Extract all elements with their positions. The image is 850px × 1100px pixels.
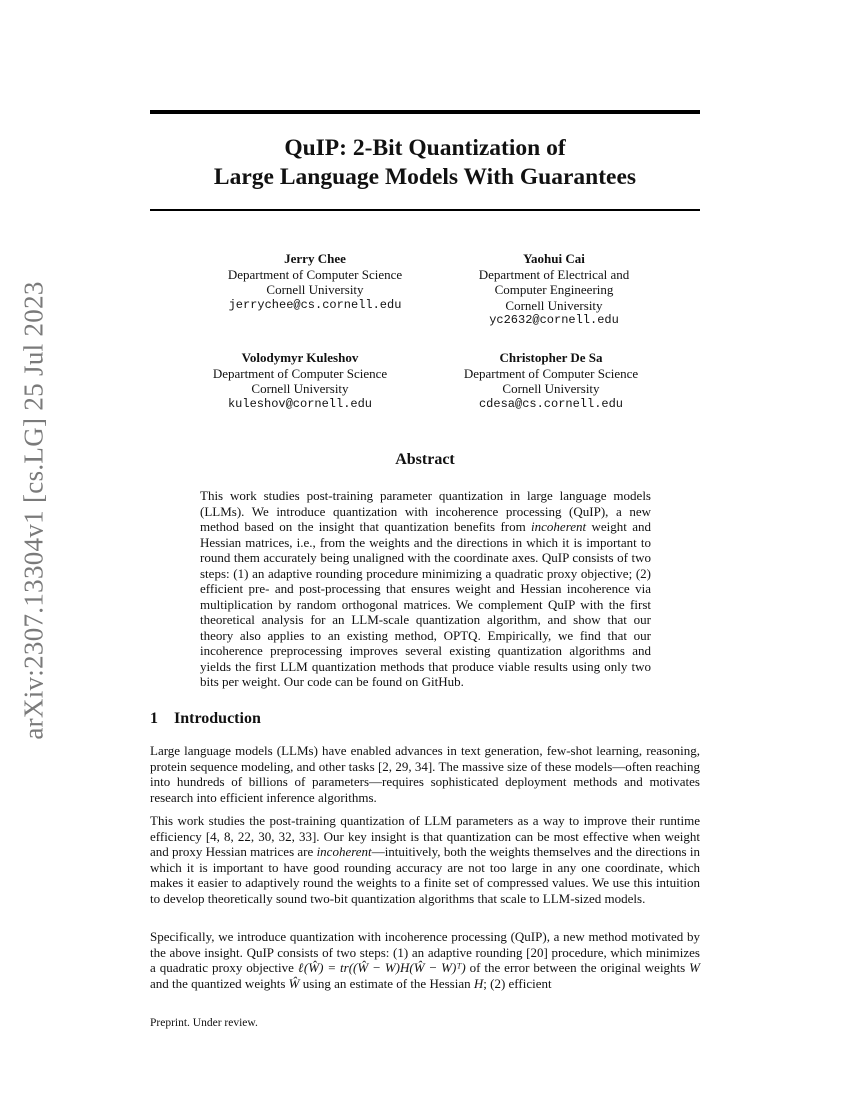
title-line-1: QuIP: 2-Bit Quantization of [284,135,566,161]
author-name: Jerry Chee [284,251,346,266]
author-affiliation: Department of Computer Science [463,365,639,381]
title-rule-top [150,110,700,114]
author-affiliation: Cornell University [502,381,600,396]
author-name: Christopher De Sa [499,350,603,365]
author-block-2 [434,251,674,329]
author-email: cdesa@cs.cornell.edu [478,396,624,411]
title-line-2: Large Language Models With Guarantees [213,164,637,190]
emphasis-incoherent: incoherent [531,519,587,534]
author-block-3 [180,350,420,412]
author-name: Volodymyr Kuleshov [241,350,359,365]
author-name: Yaohui Cai [523,251,585,266]
author-block-4 [431,350,671,412]
section-number: 1 [150,710,158,727]
preprint-footnote: Preprint. Under review. [150,1017,258,1029]
emphasis-incoherent: incoherent [316,844,372,859]
math-proxy-objective: ℓ(Ŵ) = tr((Ŵ − W)H(Ŵ − W)ᵀ) [297,960,466,975]
arxiv-identifier: arXiv:2307.13304v1 [cs.LG] 25 Jul 2023 [18,280,49,740]
math-quantized-weights: Ŵ [288,975,300,991]
author-email: kuleshov@cornell.edu [227,396,373,411]
abstract-text: This work studies post-training parameter quantization in large language models (LLMs). We introduce quantization with incoherence processing (QuIP), a new method based on the insight that quantization benefits from incoherent weight and Hessian matrices, i.e., from the weights and the directions in which it is important to round them accurately being unaligned with the coordinate axes. QuIP consists of two steps: (1) an adaptive rounding procedure minimizing a quadratic proxy objective; (2) efficient pre- and post-processing that ensures weight and Hessian incoherence via multiplication by random orthogonal matrices. We complement QuIP with the first theoretical analysis for an LLM-scale quantization algorithm, and show that our theory also applies to an existing method, OPTQ. Empirically, we find that our incoherence preprocessing improves several existing quantization algorithms and yields the first LLM quantization methods that produce viable results using only two bits per weight. Our code can be found on GitHub. [200,488,651,689]
math-weights: W [689,960,701,975]
intro-paragraph-3: Specifically, we introduce quantization with incoherence processing (QuIP), a new method motivated by the above insight. QuIP consists of two steps: (1) an adaptive rounding [20] procedure, which minimizes a quadratic proxy objective ℓ(Ŵ) = tr((Ŵ − W)H(Ŵ − W)ᵀ) of the error between the original weights W and the quantized weights Ŵ using an estimate of the Hessian H; (2) efficient [150,929,701,991]
author-affiliation: Department of Electrical and [478,266,630,282]
author-affiliation: Computer Engineering [494,282,614,297]
author-affiliation: Department of Computer Science [227,266,403,282]
section-heading-introduction [150,710,261,728]
author-affiliation: Cornell University [251,381,349,396]
author-affiliation: Cornell University [505,297,603,313]
intro-paragraph-1: Large language models (LLMs) have enabled advances in text generation, few-shot learning, reasoning, protein sequence modeling, and other tasks [2, 29, 34]. The massive size of these models—often reaching into hundreds of billions of parameters—requires sophisticated deployment methods and motivates research into efficient inference algorithms. [150,743,700,805]
author-email: yc2632@cornell.edu [489,313,619,327]
author-block-1 [195,251,435,313]
author-affiliation: Cornell University [266,282,364,297]
title-rule-bottom [150,209,700,211]
paper-title [150,134,700,192]
section-title: Introduction [174,710,261,727]
math-hessian: H [473,975,484,991]
intro-paragraph-2: This work studies the post-training quantization of LLM parameters as a way to improve their runtime efficiency [4, 8, 22, 30, 32, 33]. Our key insight is that quantization can be most effective when weight and proxy Hessian matrices are incoherent—intuitively, both the weights themselves and the directions in which it is important to have good rounding accuracy are not too large in any one coordinate, which makes it easier to adaptively round the weights to a finite set of compressed values. We use this intuition to develop theoretically sound two-bit quantization algorithms that scale to LLM-sized models. [150,813,700,906]
arxiv-identifier-sidebar [8,280,60,740]
author-email: jerrychee@cs.cornell.edu [228,297,402,312]
abstract-heading: Abstract [395,451,455,468]
author-affiliation: Department of Computer Science [212,365,388,381]
